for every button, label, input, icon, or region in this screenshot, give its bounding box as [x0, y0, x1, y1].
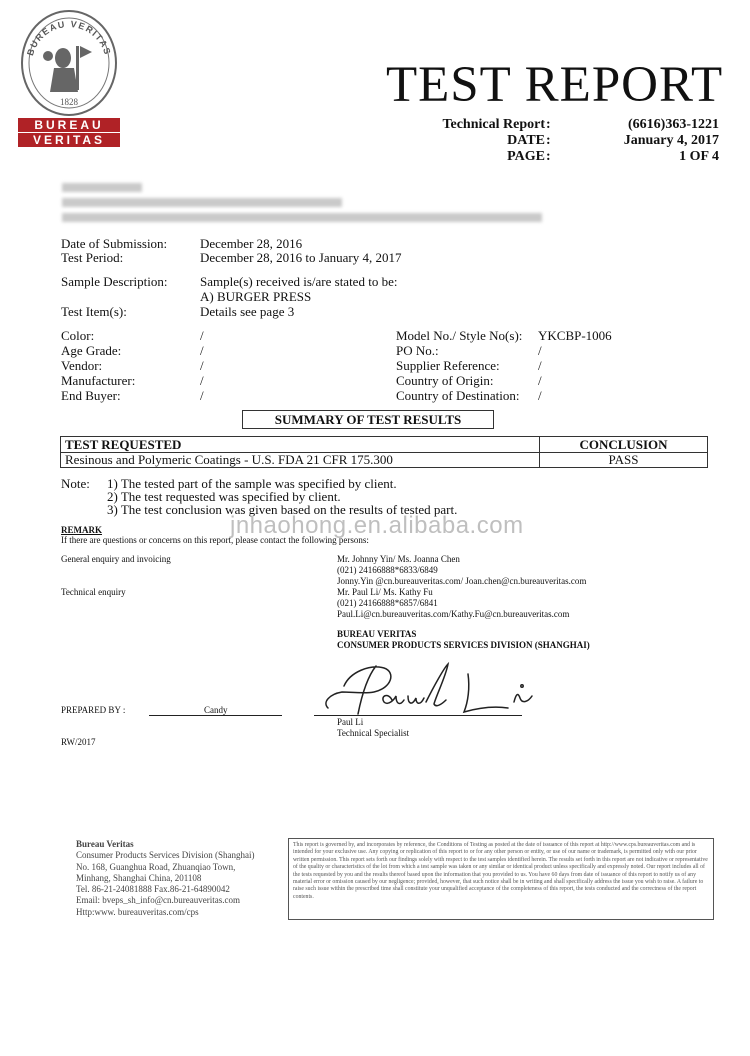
date-of-submission-value: December 28, 2016: [200, 236, 303, 251]
signer-title: Technical Specialist: [337, 728, 410, 738]
date-of-submission-label: Date of Submission:: [61, 236, 168, 251]
technical-contact-email: Paul.Li@cn.bureauveritas.com/Kathy.Fu@cn.bureauveritas.com: [337, 609, 570, 619]
footer-disclaimer: This report is governed by, and incorporates by reference, the Conditions of Testing as posted at the date of issuance of this report at http://www.cps.bureauveritas.com and is intended for your exclusive use. Any copying or replication of this report to or for any other person or entity, or use of our name or trademark, is permitted only with our prior written permission. This report sets forth our findings solely with respect to the test samples identified herein. The results set forth in this report are not indicative or representative of the quality or characteristics of the lot from which a test sample was taken or any similar or identical product unless specifically and expressly noted. Our report includes all of the tests requested by you and the results thereof based upon the information that you provided to us. You have 60 days from date of issuance of this report to notify us of any material error or omission caused by our negligence; provided, however, that such notice shall be in writing and shall specifically address the issue you wish to raise. A failure to raise such issue within the prescribed time shall constitute your unqualified acceptance of the completeness of this report, the tests conducted and the correctness of the report contents.: [288, 838, 714, 920]
supplier-reference-value: /: [538, 358, 542, 373]
manufacturer-value: /: [200, 373, 204, 388]
brand-name-line2: VERITAS: [18, 133, 120, 147]
footer-street: No. 168, Guanghua Road, Zhuanqiao Town,: [76, 861, 236, 872]
country-of-destination-label: Country of Destination:: [396, 388, 520, 403]
report-code: RW/2017: [61, 737, 96, 747]
sample-description-line2: A) BURGER PRESS: [200, 289, 312, 304]
general-contact-names: Mr. Johnny Yin/ Ms. Joanna Chen: [337, 554, 460, 564]
header-label: DATE: [507, 133, 545, 148]
header-colon: :: [546, 149, 551, 164]
report-title: TEST REPORT: [386, 57, 724, 113]
vendor-value: /: [200, 358, 204, 373]
redacted-line: [62, 183, 142, 192]
sample-description-label: Sample Description:: [61, 274, 168, 289]
country-of-origin-value: /: [538, 373, 542, 388]
conclusion-cell: PASS: [540, 453, 708, 468]
test-requested-cell: Resinous and Polymeric Coatings - U.S. FDA 21 CFR 175.300: [61, 453, 540, 468]
footer-website: Http:www. bureauveritas.com/cps: [76, 906, 199, 917]
test-items-label: Test Item(s):: [61, 304, 127, 319]
header-value: January 4, 2017: [623, 133, 719, 148]
sample-description-line1: Sample(s) received is/are stated to be:: [200, 274, 398, 289]
header-colon: :: [546, 117, 551, 132]
footer-company: Bureau Veritas: [76, 839, 134, 849]
brand-name-line1: BUREAU: [18, 118, 120, 132]
header-label: Technical Report: [442, 117, 545, 132]
footer-division: Consumer Products Services Division (Shanghai): [76, 850, 255, 861]
note-item-2: 2) The test requested was specified by client.: [107, 489, 341, 504]
country-of-origin-label: Country of Origin:: [396, 373, 494, 388]
note-item-1: 1) The tested part of the sample was specified by client.: [107, 476, 397, 491]
signature-line: [314, 715, 522, 716]
seal-icon: [18, 6, 120, 118]
footer-address: [76, 839, 254, 918]
column-header-test-requested: TEST REQUESTED: [61, 437, 540, 453]
summary-heading: SUMMARY OF TEST RESULTS: [242, 410, 494, 429]
redacted-line: [62, 198, 342, 207]
remark-title: REMARK: [61, 525, 102, 535]
prepared-by-name: Candy: [204, 705, 228, 715]
header-value: (6616)363-1221: [628, 117, 719, 132]
header-row-technical-report: [0, 117, 750, 133]
po-no-label: PO No.:: [396, 343, 439, 358]
signature-icon: [318, 658, 548, 720]
footer-email: Email: bveps_sh_info@cn.bureauveritas.com: [76, 895, 240, 906]
country-of-destination-value: /: [538, 388, 542, 403]
model-no-label: Model No./ Style No(s):: [396, 328, 523, 343]
header-row-date: [0, 133, 750, 149]
division-name: CONSUMER PRODUCTS SERVICES DIVISION (SHANGHAI): [337, 640, 590, 650]
vendor-label: Vendor:: [61, 358, 103, 373]
technical-contact-phone: (021) 24166888*6857/6841: [337, 598, 438, 608]
footer-city: Minhang, Shanghai China, 201108: [76, 872, 202, 883]
remark-text: If there are questions or concerns on this report, please contact the following persons:: [61, 535, 369, 545]
table-header-row: [61, 437, 708, 453]
prepared-by-line: [149, 715, 282, 716]
supplier-reference-label: Supplier Reference:: [396, 358, 500, 373]
age-grade-value: /: [200, 343, 204, 358]
footer-phone: Tel. 86-21-24081888 Fax.86-21-64890042: [76, 884, 230, 895]
svg-text:1828: 1828: [60, 97, 78, 107]
prepared-by-label: PREPARED BY :: [61, 705, 126, 715]
redacted-line: [62, 213, 542, 222]
note-label: Note:: [61, 476, 90, 491]
watermark: jnhaohong.en.alibaba.com: [230, 512, 524, 539]
results-table: [60, 436, 708, 468]
column-header-conclusion: CONCLUSION: [540, 437, 708, 453]
header-value: 1 OF 4: [679, 149, 719, 164]
color-label: Color:: [61, 328, 95, 343]
note-item-3: 3) The test conclusion was given based on the results of tested part.: [107, 502, 458, 517]
age-grade-label: Age Grade:: [61, 343, 122, 358]
model-no-value: YKCBP-1006: [538, 328, 612, 343]
color-value: /: [200, 328, 204, 343]
table-row: [61, 453, 708, 468]
general-contact-phone: (021) 24166888*6833/6849: [337, 565, 438, 575]
header-row-page: [0, 149, 750, 165]
end-buyer-value: /: [200, 388, 204, 403]
header-label: PAGE: [507, 149, 545, 164]
po-no-value: /: [538, 343, 542, 358]
technical-contact-names: Mr. Paul Li/ Ms. Kathy Fu: [337, 587, 433, 597]
manufacturer-label: Manufacturer:: [61, 373, 136, 388]
general-contact-email: Jonny.Yin @cn.bureauveritas.com/ Joan.chen@cn.bureauveritas.com: [337, 576, 587, 586]
header-colon: :: [546, 133, 551, 148]
end-buyer-label: End Buyer:: [61, 388, 121, 403]
company-name: BUREAU VERITAS: [337, 629, 417, 639]
general-enquiry-label: General enquiry and invoicing: [61, 554, 171, 564]
svg-text:BUREAU VERITAS: BUREAU VERITAS: [25, 18, 113, 57]
signer-name: Paul Li: [337, 717, 364, 727]
technical-enquiry-label: Technical enquiry: [61, 587, 126, 597]
test-period-label: Test Period:: [61, 250, 124, 265]
test-items-value: Details see page 3: [200, 304, 295, 319]
test-period-value: December 28, 2016 to January 4, 2017: [200, 250, 402, 265]
